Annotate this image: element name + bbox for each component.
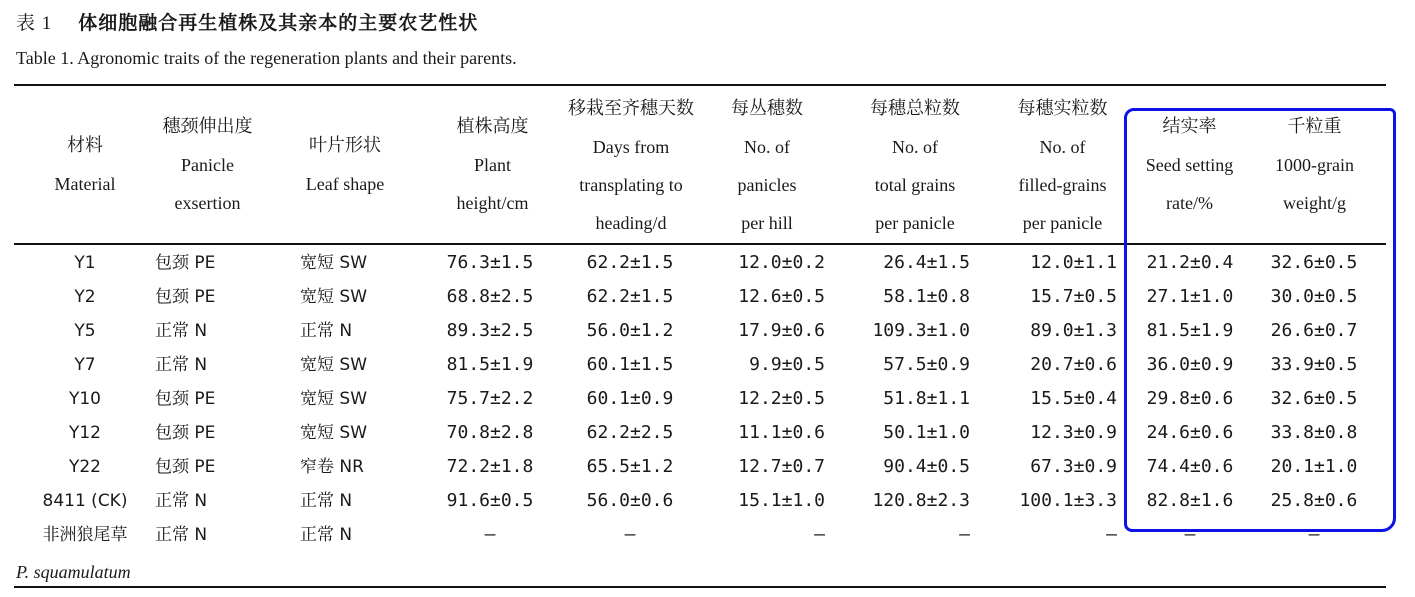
header-en: total grains — [874, 175, 956, 195]
cell-filled-grains: 12.0±1.1 — [1030, 252, 1117, 273]
cell-panicle-exsertion: 包颈 PE — [155, 389, 216, 409]
cell-leaf-shape: 宽短 SW — [300, 389, 368, 409]
cell-total-grains: 120.8±2.3 — [872, 490, 970, 511]
column-header-seed-setting-rate — [1127, 108, 1252, 222]
cell-material: Y7 — [74, 355, 96, 375]
table-row — [0, 518, 1415, 552]
header-cn: 移栽至齐穗天数 — [568, 98, 694, 119]
cell-leaf-shape: 窄卷 NR — [300, 457, 364, 477]
column-header-plant-height — [430, 108, 555, 222]
cell-panicles-per-hill: — — [814, 524, 825, 545]
header-cn: 结实率 — [1162, 116, 1217, 137]
cell-total-grains: 26.4±1.5 — [883, 252, 970, 273]
cell-material: Y1 — [74, 253, 96, 273]
header-en: heading/d — [595, 213, 667, 233]
header-en: transplating to — [579, 175, 683, 195]
header-cn: 每穗实粒数 — [1017, 98, 1108, 119]
cell-days-to-heading: 62.2±2.5 — [586, 422, 674, 443]
cell-grain-weight: 30.0±0.5 — [1270, 286, 1358, 307]
header-en: Seed setting — [1145, 155, 1234, 175]
cell-filled-grains: — — [1106, 524, 1117, 545]
column-header-panicles-per-hill — [714, 90, 820, 242]
header-en: 1000-grain — [1275, 155, 1354, 175]
cell-material: 8411 (CK) — [42, 491, 128, 511]
cell-days-to-heading: 56.0±0.6 — [586, 490, 674, 511]
header-cn: 穗颈伸出度 — [162, 116, 253, 137]
cell-total-grains: 51.8±1.1 — [883, 388, 970, 409]
cell-panicle-exsertion: 包颈 PE — [155, 457, 216, 477]
header-en: Days from — [592, 137, 670, 157]
cell-plant-height: 75.7±2.2 — [446, 388, 534, 409]
header-en: per panicle — [875, 213, 955, 233]
cell-grain-weight: 33.9±0.5 — [1270, 354, 1358, 375]
header-en: Material — [54, 174, 116, 194]
species-latin-name: P. squamulatum — [16, 562, 131, 582]
cell-seed-setting-rate: 27.1±1.0 — [1146, 286, 1234, 307]
table-title-en: Table 1. Agronomic traits of the regeneration plants and their parents. — [16, 48, 517, 68]
bottom-rule — [14, 586, 1386, 588]
cell-plant-height: 89.3±2.5 — [446, 320, 534, 341]
cell-grain-weight: 32.6±0.5 — [1270, 252, 1358, 273]
cell-total-grains: 50.1±1.0 — [883, 422, 970, 443]
table-row — [0, 416, 1415, 450]
header-en: exsertion — [174, 193, 241, 213]
header-en: No. of — [1039, 137, 1086, 157]
cell-seed-setting-rate: 29.8±0.6 — [1146, 388, 1234, 409]
cell-panicle-exsertion: 正常 N — [155, 355, 208, 375]
cell-panicles-per-hill: 17.9±0.6 — [738, 320, 825, 341]
cell-panicles-per-hill: 12.7±0.7 — [738, 456, 825, 477]
cell-leaf-shape: 宽短 SW — [300, 423, 368, 443]
cell-total-grains: 58.1±0.8 — [883, 286, 970, 307]
cell-filled-grains: 67.3±0.9 — [1030, 456, 1117, 477]
cell-material: Y2 — [74, 287, 96, 307]
cell-grain-weight: — — [1308, 524, 1320, 545]
cell-leaf-shape: 宽短 SW — [300, 287, 368, 307]
header-en: No. of — [892, 137, 938, 157]
cell-seed-setting-rate: 74.4±0.6 — [1146, 456, 1234, 477]
cell-filled-grains: 15.5±0.4 — [1030, 388, 1117, 409]
cell-days-to-heading: 60.1±1.5 — [586, 354, 674, 375]
cell-panicles-per-hill: 9.9±0.5 — [749, 354, 825, 375]
cell-panicles-per-hill: 12.6±0.5 — [738, 286, 825, 307]
cell-days-to-heading: 56.0±1.2 — [586, 320, 674, 341]
table-row — [0, 280, 1415, 314]
cell-plant-height: 72.2±1.8 — [446, 456, 534, 477]
cell-panicles-per-hill: 15.1±1.0 — [738, 490, 825, 511]
cell-leaf-shape: 正常 N — [300, 491, 353, 511]
cell-leaf-shape: 正常 N — [300, 525, 353, 545]
header-en: weight/g — [1283, 193, 1346, 213]
header-en: Panicle — [181, 155, 234, 175]
cell-filled-grains: 20.7±0.6 — [1030, 354, 1117, 375]
cell-panicles-per-hill: 11.1±0.6 — [738, 422, 825, 443]
header-cn: 叶片形状 — [309, 135, 381, 156]
cell-seed-setting-rate: 82.8±1.6 — [1146, 490, 1234, 511]
cell-material: Y12 — [68, 423, 102, 443]
header-cn: 植株高度 — [456, 116, 529, 137]
column-header-total-grains — [840, 90, 990, 242]
cell-grain-weight: 26.6±0.7 — [1270, 320, 1358, 341]
table-number: 表 1 — [16, 13, 53, 34]
table-row — [0, 484, 1415, 518]
column-header-days-to-heading — [548, 90, 714, 242]
table-row — [0, 450, 1415, 484]
cell-plant-height: 91.6±0.5 — [446, 490, 534, 511]
cell-panicles-per-hill: 12.2±0.5 — [738, 388, 825, 409]
cell-plant-height: 68.8±2.5 — [446, 286, 534, 307]
header-rule — [14, 243, 1386, 245]
header-en: height/cm — [456, 193, 529, 213]
header-cn: 每穗总粒数 — [870, 98, 960, 119]
header-cn: 每丛穗数 — [731, 98, 803, 119]
cell-seed-setting-rate: 21.2±0.4 — [1146, 252, 1234, 273]
table-row — [0, 246, 1415, 280]
cell-plant-height: — — [484, 524, 496, 545]
column-header-material — [30, 127, 140, 203]
cell-total-grains: 57.5±0.9 — [883, 354, 970, 375]
cell-panicle-exsertion: 正常 N — [155, 525, 208, 545]
cell-days-to-heading: 65.5±1.2 — [586, 456, 674, 477]
cell-filled-grains: 89.0±1.3 — [1030, 320, 1117, 341]
cell-days-to-heading: 62.2±1.5 — [586, 286, 674, 307]
cell-grain-weight: 25.8±0.6 — [1270, 490, 1358, 511]
table-row — [0, 348, 1415, 382]
cell-panicle-exsertion: 正常 N — [155, 321, 208, 341]
cell-leaf-shape: 宽短 SW — [300, 355, 368, 375]
cell-panicles-per-hill: 12.0±0.2 — [738, 252, 825, 273]
header-en: Plant — [473, 155, 511, 175]
cell-total-grains: 90.4±0.5 — [883, 456, 970, 477]
column-header-1000-grain-weight — [1252, 108, 1377, 222]
header-en: per hill — [741, 213, 793, 233]
cell-leaf-shape: 宽短 SW — [300, 253, 368, 273]
cell-material: Y10 — [68, 389, 102, 409]
column-header-leaf-shape — [285, 127, 405, 203]
cell-material: Y22 — [68, 457, 102, 477]
cell-filled-grains: 15.7±0.5 — [1030, 286, 1117, 307]
cell-seed-setting-rate: 24.6±0.6 — [1146, 422, 1234, 443]
table-title-cn: 体细胞融合再生植株及其亲本的主要农艺性状 — [78, 12, 479, 34]
header-en: per panicle — [1022, 213, 1103, 233]
cell-plant-height: 81.5±1.9 — [446, 354, 534, 375]
table-caption-cn — [16, 8, 478, 35]
header-cn: 千粒重 — [1287, 116, 1342, 137]
cell-seed-setting-rate: — — [1184, 524, 1196, 545]
cell-material: Y5 — [74, 321, 96, 341]
cell-filled-grains: 12.3±0.9 — [1030, 422, 1117, 443]
cell-days-to-heading: 62.2±1.5 — [586, 252, 674, 273]
cell-grain-weight: 33.8±0.8 — [1270, 422, 1358, 443]
cell-total-grains: 109.3±1.0 — [872, 320, 970, 341]
cell-panicle-exsertion: 包颈 PE — [155, 423, 216, 443]
header-en: filled-grains — [1018, 175, 1107, 195]
cell-filled-grains: 100.1±3.3 — [1019, 490, 1117, 511]
cell-leaf-shape: 正常 N — [300, 321, 353, 341]
header-en: rate/% — [1166, 193, 1213, 213]
cell-panicle-exsertion: 包颈 PE — [155, 287, 216, 307]
cell-grain-weight: 32.6±0.5 — [1270, 388, 1358, 409]
header-cn: 材料 — [67, 135, 103, 156]
table-row — [0, 314, 1415, 348]
table-row — [0, 382, 1415, 416]
top-rule — [14, 84, 1386, 86]
cell-seed-setting-rate: 36.0±0.9 — [1146, 354, 1234, 375]
cell-panicle-exsertion: 包颈 PE — [155, 253, 216, 273]
header-en: panicles — [737, 175, 797, 195]
header-en: No. of — [744, 137, 790, 157]
cell-plant-height: 70.8±2.8 — [446, 422, 534, 443]
column-header-filled-grains — [995, 90, 1130, 242]
cell-total-grains: — — [959, 524, 970, 545]
cell-days-to-heading: 60.1±0.9 — [586, 388, 674, 409]
cell-seed-setting-rate: 81.5±1.9 — [1146, 320, 1234, 341]
cell-panicle-exsertion: 正常 N — [155, 491, 208, 511]
header-en: Leaf shape — [305, 174, 385, 194]
cell-plant-height: 76.3±1.5 — [446, 252, 534, 273]
cell-days-to-heading: — — [624, 524, 636, 545]
cell-material: 非洲狼尾草 — [42, 525, 128, 545]
column-header-panicle-exsertion — [140, 108, 275, 222]
cell-grain-weight: 20.1±1.0 — [1270, 456, 1358, 477]
